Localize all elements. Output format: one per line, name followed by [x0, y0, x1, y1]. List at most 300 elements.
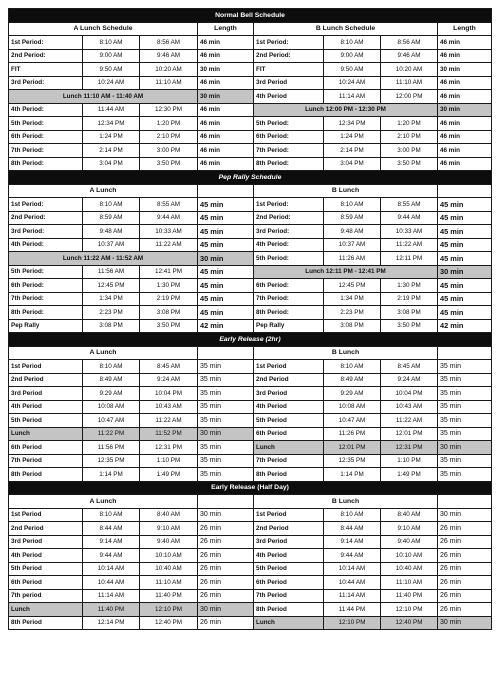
period-label: 3rd Period — [9, 387, 83, 401]
end-time: 12:11 PM — [381, 252, 438, 266]
start-time: 11:26 AM — [324, 252, 381, 266]
schedule-row — [9, 535, 492, 549]
period-length: 46 min — [438, 76, 492, 90]
period-label: 8th Period — [254, 468, 324, 482]
start-time: 1:24 PM — [83, 130, 140, 144]
end-time: 8:55 AM — [381, 198, 438, 212]
start-time: 1:24 PM — [324, 130, 381, 144]
end-time: 8:56 AM — [140, 36, 198, 50]
start-time: 1:34 PM — [83, 292, 140, 306]
b-lunch-header: B Lunch — [254, 495, 438, 509]
start-time: 8:59 AM — [83, 211, 140, 225]
schedule-row — [9, 576, 492, 590]
period-length: 46 min — [198, 144, 254, 158]
end-time: 3:50 PM — [381, 319, 438, 333]
period-label: 6th Period: — [254, 279, 324, 293]
end-time: 10:43 AM — [381, 400, 438, 414]
period-length: 35 min — [198, 360, 254, 374]
period-label: 3rd Period — [254, 387, 324, 401]
start-time: 8:10 AM — [324, 36, 381, 50]
period-length: 30 min — [198, 427, 254, 441]
period-label: 7th period — [9, 589, 83, 603]
period-length: 35 min — [198, 387, 254, 401]
length-header — [438, 184, 492, 198]
end-time: 9:10 AM — [140, 522, 198, 536]
period-length: 45 min — [438, 198, 492, 212]
period-label: 7th Period — [254, 589, 324, 603]
period-length: 35 min — [438, 468, 492, 482]
start-time: 12:34 PM — [324, 117, 381, 131]
start-time: 9:50 AM — [83, 63, 140, 77]
schedule-row — [9, 373, 492, 387]
start-time: 12:14 PM — [83, 616, 140, 630]
end-time: 10:20 AM — [140, 63, 198, 77]
start-time: 8:10 AM — [324, 508, 381, 522]
end-time: 11:40 PM — [381, 589, 438, 603]
a-lunch-header: A Lunch — [9, 184, 198, 198]
start-time: 12:35 PM — [83, 454, 140, 468]
end-time: 11:10 AM — [140, 76, 198, 90]
end-time: 12:01 PM — [381, 427, 438, 441]
schedule-row — [9, 211, 492, 225]
period-label: 8th Period — [254, 603, 324, 617]
start-time: 3:08 PM — [324, 319, 381, 333]
period-label: 1st Period — [254, 508, 324, 522]
period-label: 6th Period: — [254, 130, 324, 144]
start-time: 8:10 AM — [83, 508, 140, 522]
period-length: 30 min — [198, 508, 254, 522]
end-time: 3:50 PM — [140, 319, 198, 333]
period-label: 8th Period: — [254, 306, 324, 320]
start-time: 3:04 PM — [83, 157, 140, 171]
start-time: 9:48 AM — [324, 225, 381, 239]
start-time: 10:08 AM — [83, 400, 140, 414]
schedule-row — [9, 103, 492, 117]
period-label: 7th Period: — [254, 292, 324, 306]
start-time: 9:44 AM — [324, 549, 381, 563]
end-time: 8:40 AM — [140, 508, 198, 522]
period-length: 30 min — [198, 90, 254, 104]
section-title-row — [9, 9, 492, 23]
schedule-row — [9, 562, 492, 576]
period-label: 2nd Period: — [254, 49, 324, 63]
start-time: 9:50 AM — [324, 63, 381, 77]
end-time: 12:31 PM — [140, 441, 198, 455]
start-time: 9:00 AM — [324, 49, 381, 63]
period-length: 45 min — [438, 292, 492, 306]
start-time: 11:44 PM — [324, 603, 381, 617]
start-time: 11:14 AM — [324, 589, 381, 603]
length-header — [198, 184, 254, 198]
period-label: 4th Period — [9, 549, 83, 563]
period-length: 30 min — [438, 103, 492, 117]
period-length: 30 min — [198, 603, 254, 617]
period-length: 46 min — [438, 117, 492, 131]
end-time: 10:40 AM — [381, 562, 438, 576]
start-time: 9:14 AM — [83, 535, 140, 549]
period-label: 1st Period: — [9, 198, 83, 212]
schedule-row — [9, 603, 492, 617]
period-length: 45 min — [198, 198, 254, 212]
period-label: Lunch — [9, 603, 83, 617]
start-time: 10:08 AM — [324, 400, 381, 414]
end-time: 10:10 AM — [381, 549, 438, 563]
schedule-row — [9, 265, 492, 279]
schedule-row — [9, 198, 492, 212]
schedule-row — [9, 76, 492, 90]
period-length: 45 min — [198, 211, 254, 225]
period-label: 1st Period: — [9, 36, 83, 50]
end-time: 10:04 PM — [140, 387, 198, 401]
start-time: 2:23 PM — [83, 306, 140, 320]
start-time: 10:47 AM — [324, 414, 381, 428]
period-length: 26 min — [198, 576, 254, 590]
start-time: 1:34 PM — [324, 292, 381, 306]
start-time: 11:56 PM — [83, 441, 140, 455]
period-length: 26 min — [198, 549, 254, 563]
schedule-row — [9, 427, 492, 441]
period-length: 26 min — [438, 603, 492, 617]
period-label: 2nd Period: — [254, 211, 324, 225]
period-label: FIT — [254, 63, 324, 77]
period-label: 8th Period: — [9, 157, 83, 171]
start-time: 8:49 AM — [83, 373, 140, 387]
end-time: 10:33 AM — [381, 225, 438, 239]
period-length: 46 min — [198, 130, 254, 144]
period-length: 46 min — [438, 49, 492, 63]
period-length: 30 min — [198, 252, 254, 266]
length-header — [198, 495, 254, 509]
schedule-row — [9, 117, 492, 131]
schedule-row — [9, 238, 492, 252]
start-time: 11:22 PM — [83, 427, 140, 441]
period-label: 8th Period — [9, 468, 83, 482]
period-length: 42 min — [198, 319, 254, 333]
section-title-row — [9, 171, 492, 185]
period-label: 6th Period: — [9, 130, 83, 144]
end-time: 9:24 AM — [381, 373, 438, 387]
end-time: 9:40 AM — [140, 535, 198, 549]
end-time: 1:20 PM — [140, 117, 198, 131]
period-label: FIT — [9, 63, 83, 77]
period-label: 2nd Period: — [9, 49, 83, 63]
start-time: 11:14 AM — [83, 589, 140, 603]
period-length: 26 min — [438, 549, 492, 563]
period-length: 46 min — [438, 36, 492, 50]
schedule-row — [9, 49, 492, 63]
end-time: 12:31 PM — [381, 441, 438, 455]
a-lunch-header: A Lunch Schedule — [9, 22, 198, 36]
period-label: 3rd Period: — [9, 76, 83, 90]
end-time: 9:46 AM — [381, 49, 438, 63]
start-time: 12:45 PM — [324, 279, 381, 293]
period-length: 42 min — [438, 319, 492, 333]
period-label: 8th Period: — [9, 306, 83, 320]
period-length: 26 min — [198, 616, 254, 630]
b-lunch-header: B Lunch — [254, 184, 438, 198]
end-time: 1:30 PM — [381, 279, 438, 293]
b-lunch-header: B Lunch Schedule — [254, 22, 438, 36]
end-time: 12:40 PM — [381, 616, 438, 630]
period-label: 2nd Period — [9, 522, 83, 536]
period-length: 26 min — [198, 589, 254, 603]
end-time: 8:45 AM — [381, 360, 438, 374]
schedule-row — [9, 414, 492, 428]
start-time: 2:14 PM — [324, 144, 381, 158]
end-time: 3:08 PM — [140, 306, 198, 320]
schedule-row — [9, 522, 492, 536]
period-label: 4th Period — [254, 90, 324, 104]
schedule-row — [9, 454, 492, 468]
start-time: 8:10 AM — [83, 360, 140, 374]
start-time: 10:44 AM — [324, 576, 381, 590]
length-header — [438, 346, 492, 360]
schedule-row — [9, 549, 492, 563]
period-label: 5th Period — [9, 562, 83, 576]
end-time: 12:40 PM — [140, 616, 198, 630]
period-label: 3rd Period: — [254, 225, 324, 239]
end-time: 11:10 AM — [140, 576, 198, 590]
end-time: 11:22 AM — [381, 238, 438, 252]
period-length: 35 min — [438, 387, 492, 401]
period-label: 6th Period — [9, 441, 83, 455]
length-header: Length — [198, 22, 254, 36]
period-label: 3rd Period — [254, 76, 324, 90]
period-length: 45 min — [198, 292, 254, 306]
schedule-row — [9, 360, 492, 374]
start-time: 8:10 AM — [324, 198, 381, 212]
period-length: 26 min — [438, 576, 492, 590]
period-label: 2nd Period — [254, 522, 324, 536]
period-label: 7th Period — [9, 454, 83, 468]
start-time: 12:34 PM — [83, 117, 140, 131]
length-header — [438, 495, 492, 509]
start-time: 11:26 PM — [324, 427, 381, 441]
period-label: Lunch — [254, 616, 324, 630]
start-time: 11:14 AM — [324, 90, 381, 104]
end-time: 11:22 AM — [140, 238, 198, 252]
end-time: 10:43 AM — [140, 400, 198, 414]
end-time: 3:00 PM — [381, 144, 438, 158]
end-time: 11:52 PM — [140, 427, 198, 441]
period-length: 46 min — [198, 36, 254, 50]
section-title-row — [9, 333, 492, 347]
start-time: 10:37 AM — [324, 238, 381, 252]
schedule-row — [9, 616, 492, 630]
schedule-row — [9, 63, 492, 77]
end-time: 9:46 AM — [140, 49, 198, 63]
schedule-row — [9, 508, 492, 522]
period-length: 46 min — [198, 117, 254, 131]
start-time: 11:40 PM — [83, 603, 140, 617]
b-lunch-header: B Lunch — [254, 346, 438, 360]
period-label: 4th Period — [9, 400, 83, 414]
period-length: 45 min — [198, 306, 254, 320]
period-length: 45 min — [198, 238, 254, 252]
start-time: 12:10 PM — [324, 616, 381, 630]
period-label: 1st Period — [9, 508, 83, 522]
period-label: 1st Period — [9, 360, 83, 374]
end-time: 8:45 AM — [140, 360, 198, 374]
end-time: 1:10 PM — [140, 454, 198, 468]
schedule-row — [9, 144, 492, 158]
period-length: 30 min — [438, 508, 492, 522]
end-time: 11:10 AM — [381, 76, 438, 90]
period-length: 45 min — [198, 225, 254, 239]
start-time: 1:14 PM — [83, 468, 140, 482]
end-time: 11:10 AM — [381, 576, 438, 590]
a-lunch-header: A Lunch — [9, 495, 198, 509]
period-length: 45 min — [438, 211, 492, 225]
end-time: 9:40 AM — [381, 535, 438, 549]
period-length: 45 min — [198, 279, 254, 293]
period-length: 35 min — [438, 414, 492, 428]
period-length: 45 min — [438, 306, 492, 320]
lunch-period-label: Lunch 11:22 AM - 11:52 AM — [9, 252, 198, 266]
start-time: 12:01 PM — [324, 441, 381, 455]
schedule-row — [9, 292, 492, 306]
period-length: 35 min — [198, 468, 254, 482]
period-length: 45 min — [438, 279, 492, 293]
end-time: 3:08 PM — [381, 306, 438, 320]
schedule-row — [9, 319, 492, 333]
period-length: 45 min — [438, 238, 492, 252]
period-length: 26 min — [438, 522, 492, 536]
period-length: 35 min — [198, 441, 254, 455]
period-label: 7th Period — [254, 454, 324, 468]
bell-schedule-sheet — [8, 8, 491, 630]
period-length: 35 min — [198, 373, 254, 387]
end-time: 11:22 AM — [381, 414, 438, 428]
start-time: 10:24 AM — [324, 76, 381, 90]
start-time: 9:29 AM — [83, 387, 140, 401]
start-time: 9:14 AM — [324, 535, 381, 549]
period-length: 30 min — [438, 441, 492, 455]
section-title: Early Release (Half Day) — [9, 481, 492, 495]
lunch-period-label: Lunch 11:10 AM - 11:40 AM — [9, 90, 198, 104]
end-time: 3:00 PM — [140, 144, 198, 158]
end-time: 10:10 AM — [140, 549, 198, 563]
section-header-row — [9, 184, 492, 198]
period-label: Pep Rally — [9, 319, 83, 333]
end-time: 11:40 PM — [140, 589, 198, 603]
schedule-row — [9, 400, 492, 414]
period-length: 46 min — [438, 144, 492, 158]
period-label: 2nd Period — [254, 373, 324, 387]
start-time: 10:14 AM — [324, 562, 381, 576]
period-label: 6th Period — [254, 427, 324, 441]
end-time: 2:10 PM — [381, 130, 438, 144]
end-time: 1:49 PM — [381, 468, 438, 482]
start-time: 9:48 AM — [83, 225, 140, 239]
lunch-period-label: Lunch 12:11 PM - 12:41 PM — [254, 265, 438, 279]
end-time: 12:30 PM — [140, 103, 198, 117]
period-length: 26 min — [198, 535, 254, 549]
start-time: 10:47 AM — [83, 414, 140, 428]
period-length: 35 min — [438, 373, 492, 387]
end-time: 2:19 PM — [381, 292, 438, 306]
start-time: 8:10 AM — [324, 360, 381, 374]
length-header — [198, 346, 254, 360]
section-title: Normal Bell Schedule — [9, 9, 492, 23]
period-length: 45 min — [438, 225, 492, 239]
end-time: 10:20 AM — [381, 63, 438, 77]
period-label: 1st Period: — [254, 36, 324, 50]
period-length: 45 min — [438, 252, 492, 266]
period-length: 46 min — [438, 157, 492, 171]
end-time: 12:41 PM — [140, 265, 198, 279]
a-lunch-header: A Lunch — [9, 346, 198, 360]
period-length: 26 min — [438, 589, 492, 603]
period-length: 46 min — [198, 103, 254, 117]
start-time: 2:23 PM — [324, 306, 381, 320]
period-label: 4th Period — [254, 400, 324, 414]
period-length: 30 min — [438, 616, 492, 630]
period-length: 46 min — [198, 49, 254, 63]
period-label: 3rd Period — [9, 535, 83, 549]
end-time: 3:50 PM — [140, 157, 198, 171]
section-title: Early Release (2hr) — [9, 333, 492, 347]
end-time: 1:49 PM — [140, 468, 198, 482]
period-label: 5th Period — [254, 562, 324, 576]
period-length: 26 min — [438, 535, 492, 549]
period-label: 4th Period — [254, 549, 324, 563]
section-header-row — [9, 346, 492, 360]
start-time: 12:45 PM — [83, 279, 140, 293]
start-time: 11:44 AM — [83, 103, 140, 117]
start-time: 8:10 AM — [83, 198, 140, 212]
schedule-row — [9, 589, 492, 603]
start-time: 10:37 AM — [83, 238, 140, 252]
start-time: 3:04 PM — [324, 157, 381, 171]
end-time: 9:44 AM — [140, 211, 198, 225]
period-label: Lunch — [9, 427, 83, 441]
end-time: 11:22 AM — [140, 414, 198, 428]
schedule-row — [9, 306, 492, 320]
end-time: 9:24 AM — [140, 373, 198, 387]
period-label: 5th Period: — [9, 265, 83, 279]
bell-schedule-table — [8, 8, 492, 630]
start-time: 12:35 PM — [324, 454, 381, 468]
period-label: 3rd Period — [254, 535, 324, 549]
end-time: 12:10 PM — [381, 603, 438, 617]
start-time: 8:10 AM — [83, 36, 140, 50]
period-label: 8th Period: — [254, 157, 324, 171]
end-time: 1:30 PM — [140, 279, 198, 293]
start-time: 8:44 AM — [324, 522, 381, 536]
period-length: 46 min — [198, 76, 254, 90]
end-time: 10:40 AM — [140, 562, 198, 576]
period-length: 35 min — [198, 414, 254, 428]
end-time: 12:00 PM — [381, 90, 438, 104]
schedule-row — [9, 130, 492, 144]
schedule-row — [9, 225, 492, 239]
lunch-period-label: Lunch 12:00 PM - 12:30 PM — [254, 103, 438, 117]
period-label: 7th Period: — [9, 144, 83, 158]
period-length: 46 min — [198, 157, 254, 171]
period-label: 6th Period — [9, 576, 83, 590]
section-header-row — [9, 22, 492, 36]
period-length: 35 min — [198, 454, 254, 468]
schedule-row — [9, 279, 492, 293]
start-time: 9:29 AM — [324, 387, 381, 401]
end-time: 10:33 AM — [140, 225, 198, 239]
period-length: 35 min — [198, 400, 254, 414]
period-label: 5th Period: — [9, 117, 83, 131]
period-length: 46 min — [438, 130, 492, 144]
schedule-row — [9, 36, 492, 50]
start-time: 3:08 PM — [83, 319, 140, 333]
